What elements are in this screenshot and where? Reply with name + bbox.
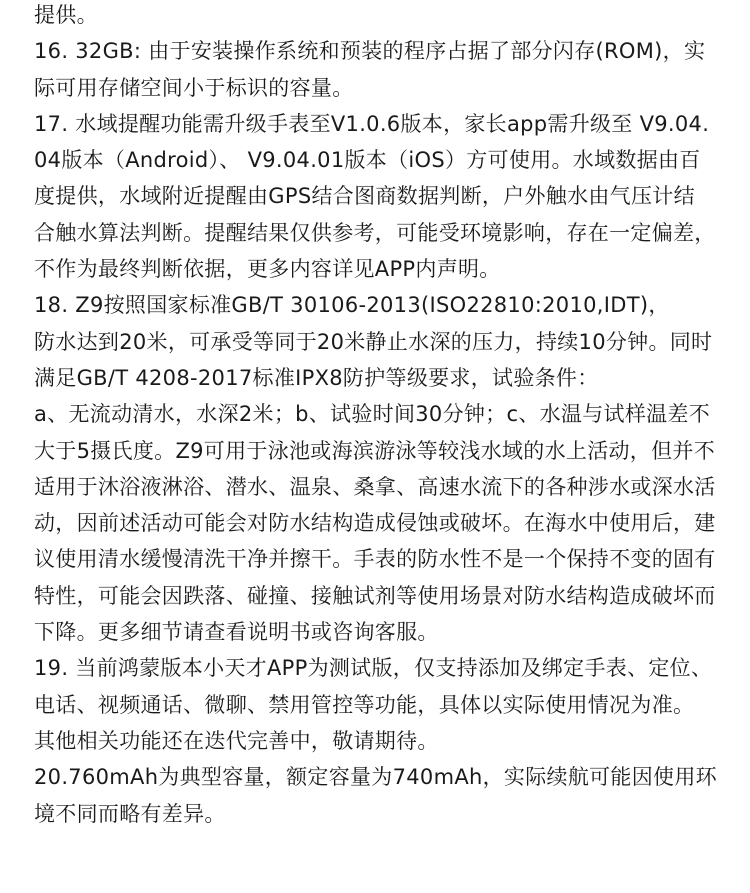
note-18-line-2: 防水达到20米，可承受等同于20米静止水深的压力，持续10分钟。同时	[34, 329, 713, 354]
note-17-line-4: 合触水算法判断。提醒结果仅供参考，可能受环境影响，存在一定偏差，	[34, 220, 716, 245]
note-18-line-9: 特性，可能会因跌落、碰撞、接触试剂等使用场景对防水结构造成破坏而	[34, 583, 716, 608]
note-20-line-2: 境不同而略有差异。	[34, 801, 226, 826]
note-18-line-3: 满足GB/T 4208-2017标准IPX8防护等级要求，试验条件：	[34, 365, 599, 390]
note-17-line-2: 04版本（Android）、 V9.04.01版本（iOS）方可使用。水域数据由百	[34, 148, 701, 173]
note-19-line-3: 其他相关功能还在迭代完善中，敬请期待。	[34, 728, 439, 753]
note-17-line-3: 度提供，水域附近提醒由GPS结合图商数据判断，户外触水由气压计结	[34, 184, 695, 209]
note-19-line-1: 19. 当前鸿蒙版本小天才APP为测试版，仅支持添加及绑定手表、定位、	[34, 656, 713, 681]
note-18-line-5: 大于5摄氏度。Z9可用于泳池或海滨游泳等较浅水域的水上活动，但并不	[34, 438, 716, 463]
note-19-line-2: 电话、视频通话、微聊、禁用管控等功能，具体以实际使用情况为准。	[34, 692, 695, 717]
note-16-line-1: 16. 32GB: 由于安装操作系统和预装的程序占据了部分闪存(ROM)，实	[34, 39, 706, 64]
footnotes-document	[34, 0, 734, 832]
note-15-tail: 提供。	[34, 3, 98, 27]
note-18-line-1: 18. Z9按照国家标准GB/T 30106-2013(ISO22810:2010,IDT)，	[34, 293, 670, 318]
note-17-line-1: 17. 水域提醒功能需升级手表至V1.0.6版本，家长app需升级至 V9.04.	[34, 111, 710, 136]
note-18-line-8: 议使用清水缓慢清洗干净并擦干。手表的防水性不是一个保持不变的固有	[34, 547, 716, 572]
note-16-line-2: 际可用存储空间小于标识的容量。	[34, 75, 354, 100]
note-18-line-4: a、无流动清水，水深2米；b、试验时间30分钟；c、水温与试样温差不	[34, 402, 711, 427]
note-17-line-5: 不作为最终判断依据，更多内容详见APP内声明。	[34, 257, 501, 282]
note-20-line-1: 20.760mAh为典型容量，额定容量为740mAh，实际续航可能因使用环	[34, 765, 717, 790]
note-18-line-6: 适用于沐浴液淋浴、潜水、温泉、桑拿、高速水流下的各种涉水或深水活	[34, 474, 716, 499]
note-18-line-7: 动，因前述活动可能会对防水结构造成侵蚀或破坏。在海水中使用后，建	[34, 511, 716, 536]
note-18-line-10: 下降。更多细节请查看说明书或咨询客服。	[34, 620, 439, 645]
